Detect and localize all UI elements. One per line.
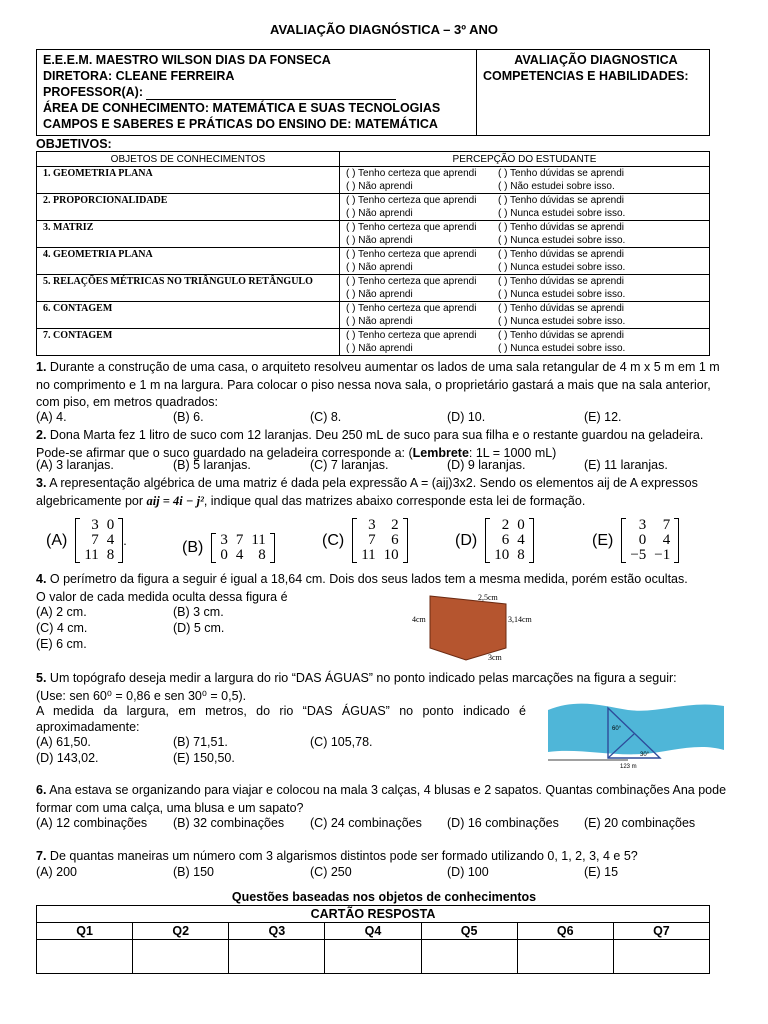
objective-row <box>37 329 710 356</box>
answer-cell[interactable] <box>133 940 229 974</box>
q7-text: De quantas maneiras um número com 3 algarismos distintos pode ser formado utilizando 0, 1, 2, 3, 4 e 5? <box>46 849 638 863</box>
objective-perception <box>340 167 710 194</box>
answer-col-header: Q3 <box>229 923 325 940</box>
objective-perception <box>340 329 710 356</box>
matrix-cell: 7 <box>662 517 671 533</box>
matrix-cell: −1 <box>654 547 671 563</box>
perception-not-learned[interactable]: ( ) Não aprendi <box>346 207 413 219</box>
q7-option-a[interactable]: (A) 200 <box>36 865 77 879</box>
perception-doubt[interactable]: ( ) Tenho dúvidas se aprendi <box>498 222 625 233</box>
q2-option-d[interactable]: (D) 9 laranjas. <box>447 458 526 472</box>
q6-option-d[interactable]: (D) 16 combinações <box>447 816 559 830</box>
q3-formula: aij = 4i − j² <box>146 493 204 508</box>
matrix-cell: 3 <box>220 532 228 548</box>
matrix-cell: 11 <box>361 547 376 563</box>
perception-not-studied[interactable]: ( ) Nunca estudei sobre isso. <box>498 315 626 327</box>
right-title: AVALIAÇÃO DIAGNOSTICA <box>514 53 678 67</box>
perception-not-learned[interactable]: ( ) Não aprendi <box>346 315 413 327</box>
q7-options <box>36 865 736 883</box>
q4-line2: O valor de cada medida oculta dessa figura é <box>36 589 288 604</box>
objectives-label: OBJETIVOS: <box>36 137 112 151</box>
fields-line: CAMPOS E SABERES E PRÁTICAS DO ENSINO DE: MATEMÁTICA <box>43 117 438 131</box>
matrix-cell: 7 <box>235 532 244 548</box>
answer-cell[interactable] <box>325 940 421 974</box>
perception-doubt[interactable]: ( ) Tenho dúvidas se aprendi <box>498 195 625 206</box>
q2-lembrete: Lembrete <box>412 445 469 460</box>
answer-cell[interactable] <box>517 940 613 974</box>
objective-perception <box>340 248 710 275</box>
q3-line2b: , indique qual das matrizes abaixo corresponde esta lei de formação. <box>203 493 586 508</box>
perception-not-learned[interactable]: ( ) Não aprendi <box>346 180 413 192</box>
answer-col-header: Q5 <box>421 923 517 940</box>
matrix-cell: 4 <box>517 532 525 548</box>
matrix-label: (A) <box>46 531 68 549</box>
objective-perception <box>340 221 710 248</box>
q1-option-c[interactable]: (C) 8. <box>310 410 342 424</box>
objective-topic: 7. CONTAGEM <box>37 329 340 356</box>
q5-figure <box>548 692 724 772</box>
matrix-option-a[interactable] <box>46 518 127 563</box>
perception-certain[interactable]: ( ) Tenho certeza que aprendi <box>346 303 477 314</box>
matrix-cell: 8 <box>258 547 266 563</box>
q4-option-a[interactable]: (A) 2 cm. <box>36 605 87 619</box>
q4-label-bottom: 3cm <box>488 653 502 662</box>
matrix-cell: 4 <box>106 532 115 548</box>
perception-certain[interactable]: ( ) Tenho certeza que aprendi <box>346 249 477 260</box>
col-perception: PERCEPÇÃO DO ESTUDANTE <box>340 152 710 167</box>
perception-doubt[interactable]: ( ) Tenho dúvidas se aprendi <box>498 330 625 341</box>
q1-option-e[interactable]: (E) 12. <box>584 410 622 424</box>
q2-option-a[interactable]: (A) 3 laranjas. <box>36 458 114 472</box>
matrix-body <box>490 518 529 563</box>
matrix-cell: 0 <box>220 547 228 563</box>
perception-certain[interactable]: ( ) Tenho certeza que aprendi <box>346 195 477 206</box>
question-6 <box>36 782 736 817</box>
q2-options <box>36 458 736 476</box>
objective-row <box>37 248 710 275</box>
professor-label: PROFESSOR(A): <box>43 85 143 99</box>
objectives-table <box>36 151 710 356</box>
q3-line2a: algebricamente por <box>36 493 147 508</box>
perception-not-studied[interactable]: ( ) Nunca estudei sobre isso. <box>498 261 626 273</box>
header-box <box>36 49 710 136</box>
professor-field[interactable] <box>146 88 396 100</box>
objective-topic: 1. GEOMETRIA PLANA <box>37 167 340 194</box>
q5-line2: (Use: sen 60⁰ = 0,86 e sen 30⁰ = 0,5). <box>36 688 247 703</box>
objective-topic: 6. CONTAGEM <box>37 302 340 329</box>
answer-col-header: Q4 <box>325 923 421 940</box>
q1-text: Durante a construção de uma casa, o arquiteto resolveu aumentar os lados de uma sala retangular de 4 m x 5 m em 1 m no comprimento e 1 m na largura. Para colocar o piso nessa nova sala, o proprietário gastará a mais que na sala anterior, com piso, em metros quadrados: <box>36 360 720 409</box>
q3-number: 3. <box>36 476 47 490</box>
matrix-label: (D) <box>455 531 478 549</box>
matrix-cell: 7 <box>91 532 99 548</box>
answer-cell[interactable] <box>613 940 709 974</box>
matrix-cell: 10 <box>383 547 399 563</box>
objective-perception <box>340 275 710 302</box>
matrix-cell: 0 <box>638 532 647 548</box>
col-objects: OBJETOS DE CONHECIMENTOS <box>37 152 340 167</box>
matrix-label: (B) <box>182 539 204 556</box>
q5-distance-label: 123 m <box>620 764 637 770</box>
matrix-label: (E) <box>592 531 614 549</box>
perception-not-learned[interactable]: ( ) Não aprendi <box>346 342 413 354</box>
perception-not-studied[interactable]: ( ) Não estudei sobre isso. <box>498 180 615 192</box>
q4-line1: O perímetro da figura a seguir é igual a 18,64 cm. Dois dos seus lados tem a mesma medida, porém estão ocultas. <box>46 572 688 586</box>
answer-cell[interactable] <box>37 940 133 974</box>
q7-option-d[interactable]: (D) 100 <box>447 865 489 879</box>
question-4 <box>36 571 736 606</box>
matrix-option-c[interactable] <box>322 518 408 563</box>
q3-line1: A representação algébrica de uma matriz é dada pela expressão A = (aij)3x2. Sendo os elementos aij de A expressos <box>46 476 698 490</box>
q1-options <box>36 410 736 428</box>
q6-number: 6. <box>36 783 47 797</box>
answer-card-title: CARTÃO RESPOSTA <box>37 906 710 923</box>
question-7 <box>36 848 736 866</box>
objective-row <box>37 194 710 221</box>
q6-option-a[interactable]: (A) 12 combinações <box>36 816 148 830</box>
perception-certain[interactable]: ( ) Tenho certeza que aprendi <box>346 168 477 179</box>
question-3 <box>36 475 736 510</box>
q1-option-a[interactable]: (A) 4. <box>36 410 67 424</box>
q7-option-c[interactable]: (C) 250 <box>310 865 352 879</box>
q1-option-b[interactable]: (B) 6. <box>173 410 204 424</box>
objective-row <box>37 275 710 302</box>
matrix-cell: 7 <box>368 532 376 548</box>
objective-topic: 3. MATRIZ <box>37 221 340 248</box>
q1-option-d[interactable]: (D) 10. <box>447 410 486 424</box>
matrix-body <box>626 518 674 563</box>
q5-option-b[interactable]: (B) 71,51. <box>173 735 228 749</box>
answer-col-header: Q1 <box>37 923 133 940</box>
matrix-body <box>80 518 118 563</box>
matrix-cell: 8 <box>517 547 525 563</box>
q1-number: 1. <box>36 360 47 374</box>
perception-certain[interactable]: ( ) Tenho certeza que aprendi <box>346 330 477 341</box>
knowledge-area: ÁREA DE CONHECIMENTO: MATEMÁTICA E SUAS TECNOLOGIAS <box>43 101 441 115</box>
professor-line <box>43 84 476 100</box>
perception-not-learned[interactable]: ( ) Não aprendi <box>346 261 413 273</box>
objective-perception <box>340 302 710 329</box>
matrix-option-b[interactable] <box>182 533 275 563</box>
q4-option-e[interactable]: (E) 6 cm. <box>36 637 87 651</box>
objective-perception <box>340 194 710 221</box>
header-right <box>483 52 709 84</box>
matrix-cell: 4 <box>235 547 244 563</box>
q2-option-b[interactable]: (B) 5 laranjas. <box>173 458 251 472</box>
q6-text: Ana estava se organizando para viajar e colocou na mala 3 calças, 4 blusas e 2 sapatos. Quantas combinações Ana pode formar com uma calça, uma blusa e um sapato? <box>36 783 727 815</box>
q7-option-b[interactable]: (B) 150 <box>173 865 214 879</box>
objective-row <box>37 302 710 329</box>
perception-certain[interactable]: ( ) Tenho certeza que aprendi <box>346 222 477 233</box>
matrix-cell: 6 <box>391 532 399 548</box>
q6-options <box>36 816 736 834</box>
matrix-cell: 11 <box>251 532 266 548</box>
matrix-body <box>216 533 269 563</box>
q7-option-e[interactable]: (E) 15 <box>584 865 619 879</box>
objective-topic: 2. PROPORCIONALIDADE <box>37 194 340 221</box>
q2-option-e[interactable]: (E) 11 laranjas. <box>584 458 668 472</box>
matrix-option-d[interactable] <box>455 518 534 563</box>
answer-col-header: Q6 <box>517 923 613 940</box>
question-2 <box>36 427 736 462</box>
q4-shape <box>430 596 506 660</box>
q5-option-e[interactable]: (E) 150,50. <box>173 751 235 765</box>
director-name: DIRETORA: CLEANE FERREIRA <box>43 69 235 83</box>
perception-not-learned[interactable]: ( ) Não aprendi <box>346 234 413 246</box>
matrix-cell: 3 <box>638 517 647 533</box>
matrix-label: (C) <box>322 531 345 549</box>
objective-topic: 5. RELAÇÕES MÉTRICAS NO TRIÂNGULO RETÂNGULO <box>37 275 340 302</box>
q4-option-d[interactable]: (D) 5 cm. <box>173 621 225 635</box>
q5-option-a[interactable]: (A) 61,50. <box>36 735 91 749</box>
q5-angle-60: 60° <box>612 726 622 732</box>
q4-label-left: 4cm <box>412 615 426 624</box>
objective-row <box>37 221 710 248</box>
matrix-right-bracket <box>270 533 275 563</box>
matrix-cell: 4 <box>662 532 671 548</box>
q5-number: 5. <box>36 671 47 685</box>
header-left <box>37 50 477 135</box>
matrix-cell: 6 <box>501 532 510 548</box>
q5-river <box>548 704 724 755</box>
q4-figure <box>408 588 548 666</box>
objective-row <box>37 167 710 194</box>
perception-not-learned[interactable]: ( ) Não aprendi <box>346 288 413 300</box>
matrix-cell: 2 <box>501 517 510 533</box>
answer-cell[interactable] <box>229 940 325 974</box>
right-subtitle: COMPETENCIAS E HABILIDADES: <box>483 69 689 83</box>
school-name: E.E.E.M. MAESTRO WILSON DIAS DA FONSECA <box>43 53 331 67</box>
perception-not-studied[interactable]: ( ) Nunca estudei sobre isso. <box>498 234 626 246</box>
matrix-cell: 3 <box>91 517 99 533</box>
matrix-option-e[interactable] <box>592 518 679 563</box>
q2-number: 2. <box>36 428 47 442</box>
answer-cell[interactable] <box>421 940 517 974</box>
answer-col-header: Q7 <box>613 923 709 940</box>
perception-doubt[interactable]: ( ) Tenho dúvidas se aprendi <box>498 276 625 287</box>
matrix-right-bracket <box>674 518 679 563</box>
matrix-right-bracket <box>529 518 534 563</box>
answer-col-header: Q2 <box>133 923 229 940</box>
q4-option-c[interactable]: (C) 4 cm. <box>36 621 88 635</box>
matrix-cell: 10 <box>494 547 510 563</box>
q2-text2: : 1L = 1000 mL) <box>468 445 557 460</box>
question-1 <box>36 359 736 412</box>
q5-line3: A medida da largura, em metros, do rio “DAS ÁGUAS” no ponto indicado é <box>36 704 526 718</box>
q5-option-d[interactable]: (D) 143,02. <box>36 751 99 765</box>
q5-line1: Um topógrafo deseja medir a largura do rio “DAS ÁGUAS” no ponto indicado pelas marcações na figura a seguir: <box>46 671 677 685</box>
perception-not-studied[interactable]: ( ) Nunca estudei sobre isso. <box>498 342 626 354</box>
matrix-cell: 2 <box>391 517 399 533</box>
matrix-cell: 8 <box>106 547 115 563</box>
q2-option-c[interactable]: (C) 7 laranjas. <box>310 458 389 472</box>
q4-options-row3 <box>36 637 736 655</box>
q5-option-c[interactable]: (C) 105,78. <box>310 735 373 749</box>
answer-card <box>36 905 710 974</box>
q4-option-b[interactable]: (B) 3 cm. <box>173 605 224 619</box>
q4-label-right: 3,14cm <box>508 615 532 624</box>
matrix-cell: −5 <box>630 547 647 563</box>
q4-label-top: 2,5cm <box>478 593 498 602</box>
matrix-cell: 11 <box>84 547 99 563</box>
q5-angle-30: 30° <box>640 752 650 758</box>
matrix-cell: 3 <box>368 517 376 533</box>
perception-doubt[interactable]: ( ) Tenho dúvidas se aprendi <box>498 303 625 314</box>
q7-number: 7. <box>36 849 47 863</box>
matrix-right-bracket <box>403 518 408 563</box>
objective-topic: 4. GEOMETRIA PLANA <box>37 248 340 275</box>
matrix-cell: 0 <box>106 517 115 533</box>
q6-option-e[interactable]: (E) 20 combinações <box>584 816 696 830</box>
matrix-cell: 0 <box>517 517 525 533</box>
perception-doubt[interactable]: ( ) Tenho dúvidas se aprendi <box>498 168 625 179</box>
q6-option-c[interactable]: (C) 24 combinações <box>310 816 422 830</box>
q5-line4: aproximadamente: <box>36 720 140 734</box>
page-title: AVALIAÇÃO DIAGNÓSTICA – 3º ANO <box>270 22 498 37</box>
matrix-body <box>357 518 402 563</box>
q2-text: Dona Marta fez 1 litro de suco com 12 laranjas. Deu 250 mL de suco para sua filha e o restante guardou na geladeira. Pode-se afirmar que o suco guardado na geladeira corresponde a: ( <box>36 428 704 460</box>
perception-certain[interactable]: ( ) Tenho certeza que aprendi <box>346 276 477 287</box>
answer-section-title: Questões baseadas nos objetos de conhecimentos <box>231 890 537 904</box>
q6-option-b[interactable]: (B) 32 combinações <box>173 816 285 830</box>
perception-doubt[interactable]: ( ) Tenho dúvidas se aprendi <box>498 249 625 260</box>
perception-not-studied[interactable]: ( ) Nunca estudei sobre isso. <box>498 207 626 219</box>
perception-not-studied[interactable]: ( ) Nunca estudei sobre isso. <box>498 288 626 300</box>
matrix-suffix: . <box>123 533 127 548</box>
q4-number: 4. <box>36 572 47 586</box>
